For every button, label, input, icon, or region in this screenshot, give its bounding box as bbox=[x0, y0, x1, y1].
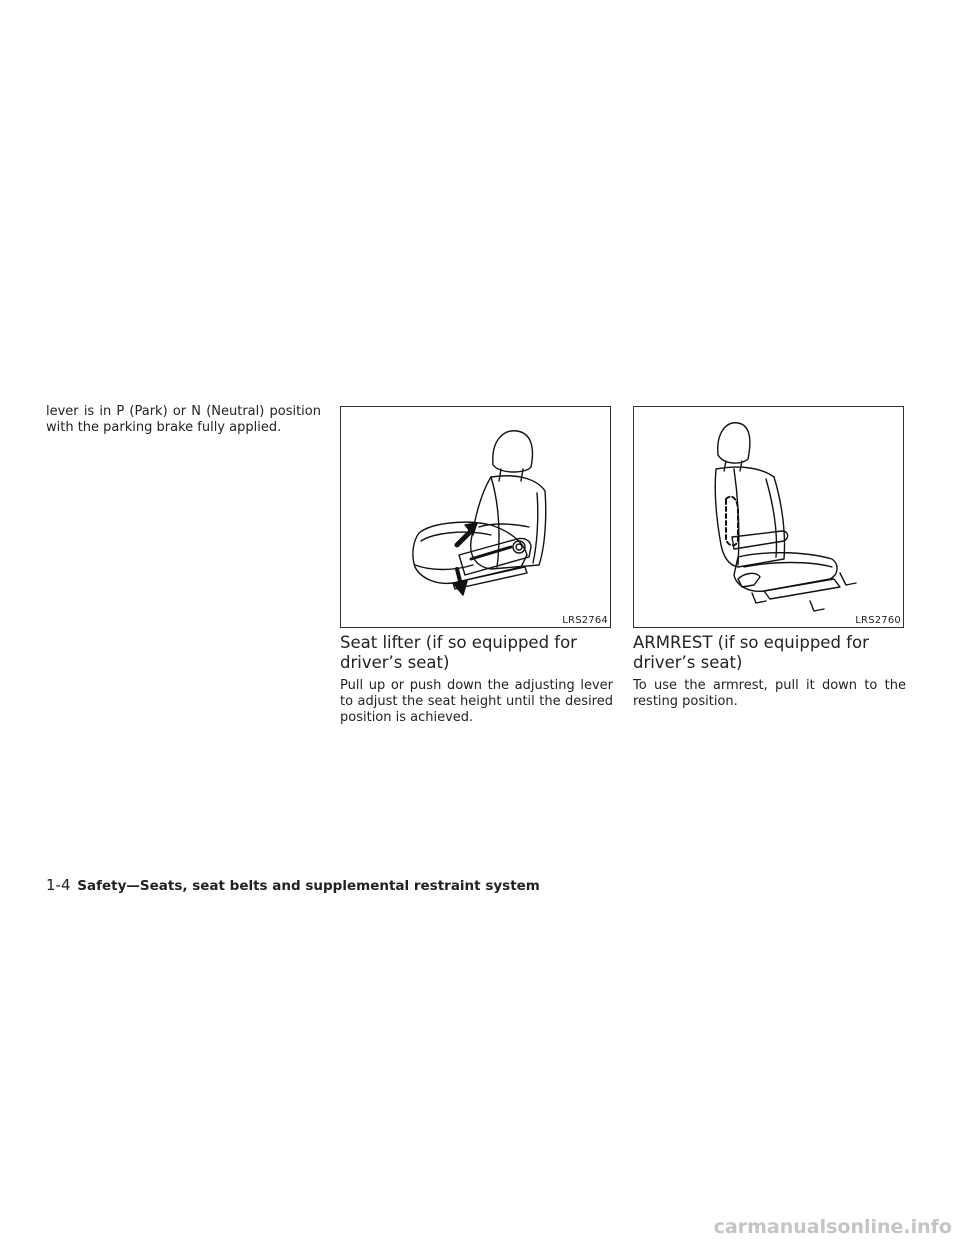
chapter-title: Safety—Seats, seat belts and supplemental restraint system bbox=[77, 878, 540, 894]
section-heading-armrest: ARMREST (if so equipped for driver’s seat) bbox=[633, 633, 869, 672]
page-footer bbox=[46, 876, 540, 894]
figure-seat-lifter bbox=[340, 406, 611, 628]
section-body-seat-lifter: Pull up or push down the adjusting lever to adjust the seat height until the desired position is achieved. bbox=[340, 678, 613, 725]
figure-armrest bbox=[633, 406, 904, 628]
seat-lifter-illustration bbox=[341, 407, 610, 627]
page-number: 1-4 bbox=[46, 876, 71, 894]
section-body-armrest: To use the armrest, pull it down to the resting position. bbox=[633, 678, 906, 709]
figure-code: LRS2764 bbox=[562, 615, 608, 626]
armrest-seat-illustration bbox=[634, 407, 903, 627]
intro-paragraph: lever is in P (Park) or N (Neutral) position with the parking brake fully applied. bbox=[46, 404, 321, 435]
figure-code: LRS2760 bbox=[855, 615, 901, 626]
section-heading-seat-lifter: Seat lifter (if so equipped for driver’s seat) bbox=[340, 633, 577, 672]
watermark: carmanualsonline.info bbox=[713, 1216, 952, 1238]
